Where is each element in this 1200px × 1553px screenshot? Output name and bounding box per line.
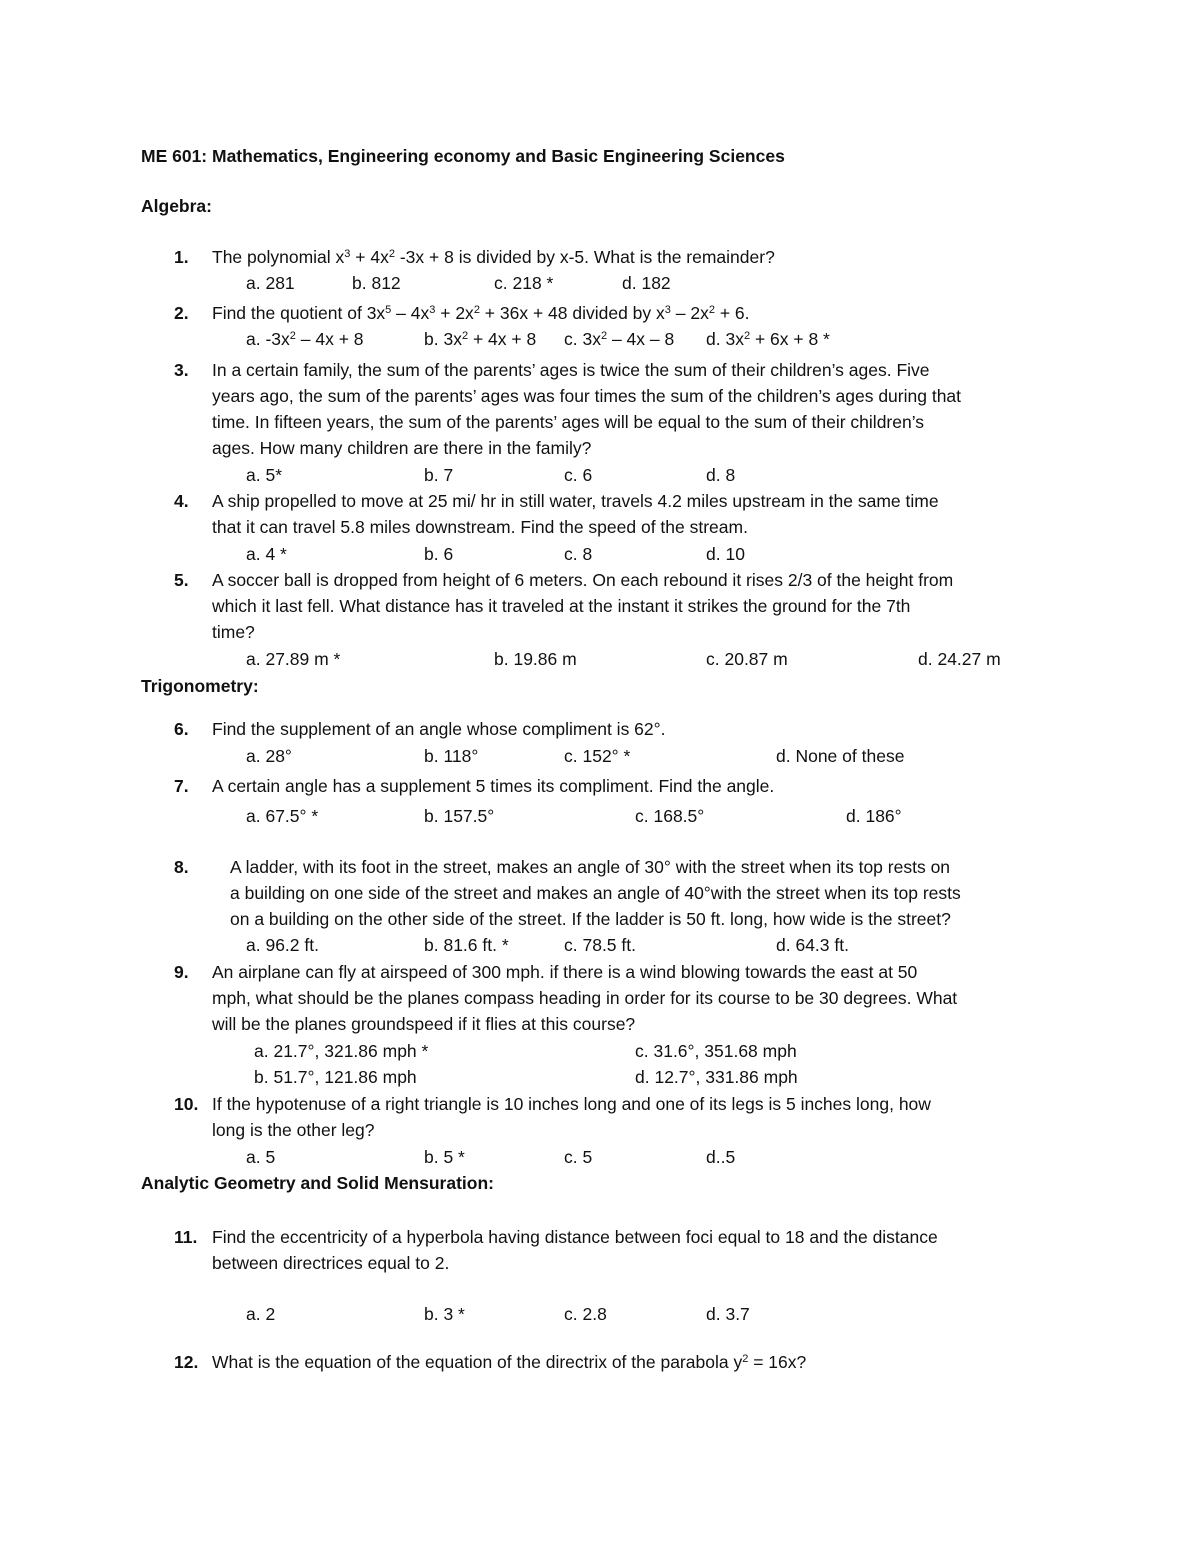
option-c: c. 5 [564,1147,593,1167]
option-c: c. 152° * [564,746,631,766]
option-d: d..5 [706,1147,736,1167]
question-text-line: An airplane can fly at airspeed of 300 mph. if there is a wind blowing towards the east at 50 [212,962,918,982]
question-text-line: a building on one side of the street and makes an angle of 40°with the street when its top rests [230,883,961,903]
option-d: d. 186° [846,806,902,826]
option-d: d. 8 [706,465,736,485]
question-text-line: will be the planes groundspeed if it flies at this course? [212,1014,636,1034]
option-d: d. $3x^2 + 6x + 8$ * [706,329,830,349]
question-text-line: Find the eccentricity of a hyperbola having distance between foci equal to 18 and the distance [212,1227,938,1247]
option-b: b. 5 * [424,1147,465,1167]
question-text-line: ages. How many children are there in the family? [212,438,592,458]
option-b: b. 7 [424,465,454,485]
option-a: a. 67.5° * [246,806,319,826]
option-b: b. 19.86 m [494,649,577,669]
option-c: c. 6 [564,465,593,485]
option-b: b. $3x^2 + 4x + 8$ [424,329,537,349]
question-number: 11. [174,1227,198,1247]
option-d: d. 12.7°, 331.86 mph [635,1067,798,1087]
question-text-line: In a certain family, the sum of the parents’ ages is twice the sum of their children’s ages. Five [212,360,930,380]
option-b: b. 81.6 ft. * [424,935,509,955]
question-text-line: A ladder, with its foot in the street, makes an angle of 30° with the street when its top rests on [230,857,951,877]
option-a: a. $-3x^2 - 4x + 8$ [246,329,364,349]
question-text-line: A certain angle has a supplement 5 times its compliment. Find the angle. [212,776,775,796]
question-number: 9. [174,962,189,982]
option-d: d. None of these [776,746,905,766]
option-a: a. 5* [246,465,282,485]
question-number: 7. [174,776,189,796]
question-text-line: which it last fell. What distance has it traveled at the instant it strikes the ground for the 7th [212,596,911,616]
option-a: a. 2 [246,1304,276,1324]
question-text-line: years ago, the sum of the parents’ ages was four times the sum of the children’s ages during that [212,386,962,406]
question-text-line: between directrices equal to 2. [212,1253,450,1273]
question-text-line: time? [212,622,255,642]
option-d: d. 182 [622,273,671,293]
option-a: a. 4 * [246,544,287,564]
option-a: a. 281 [246,273,295,293]
option-b: b. 6 [424,544,454,564]
question-number: 6. [174,719,189,739]
option-a: a. 5 [246,1147,276,1167]
option-c: c. $3x^2 - 4x - 8$ [564,329,675,349]
question-text-line: long is the other leg? [212,1120,375,1140]
option-b: b. 812 [352,273,401,293]
question-text-line: If the hypotenuse of a right triangle is 10 inches long and one of its legs is 5 inches long, how [212,1094,931,1114]
option-c: c. 8 [564,544,593,564]
option-b: b. 157.5° [424,806,495,826]
question-number: 1. [174,247,189,267]
question-text-line: on a building on the other side of the street. If the ladder is 50 ft. long, how wide is the street? [230,909,951,929]
option-c: c. 31.6°, 351.68 mph [635,1041,797,1061]
question-text-line: that it can travel 5.8 miles downstream. Find the speed of the stream. [212,517,748,537]
option-c: c. 218 * [494,273,554,293]
option-d: d. 10 [706,544,745,564]
option-a: a. 27.89 m * [246,649,341,669]
option-a: a. 96.2 ft. [246,935,319,955]
question-text: What is the equation of the equation of the directrix of the parabola $y^2 = 16x$? [212,1352,807,1372]
question-text-line: mph, what should be the planes compass heading in order for its course to be 30 degrees. What [212,988,958,1008]
question-text: Find the quotient of $3x^5 - 4x^3 + 2x^2 + 36x + 48$ divided by $x^3 - 2x^2 + 6$. [212,303,750,323]
option-c: c. 168.5° [635,806,705,826]
question-number: 5. [174,570,189,590]
question-number: 10. [174,1094,199,1114]
option-d: d. 24.27 m [918,649,1001,669]
question-number: 8. [174,857,189,877]
question-text-line: Find the supplement of an angle whose compliment is 62°. [212,719,666,739]
option-b: b. 118° [424,746,479,766]
question-text-line: A soccer ball is dropped from height of 6 meters. On each rebound it rises 2/3 of the height from [212,570,954,590]
option-d: d. 64.3 ft. [776,935,849,955]
option-a: a. 21.7°, 321.86 mph * [254,1041,429,1061]
section-heading-analytic-geometry: Analytic Geometry and Solid Mensuration: [141,1173,494,1193]
question-number: 12. [174,1352,199,1372]
option-c: c. 2.8 [564,1304,607,1324]
section-heading-algebra: Algebra: [141,196,212,216]
question-text-line: time. In fifteen years, the sum of the parents’ ages will be equal to the sum of their children’s [212,412,925,432]
option-c: c. 78.5 ft. [564,935,636,955]
page-title: ME 601: Mathematics, Engineering economy and Basic Engineering Sciences [141,146,785,166]
question-text-line: A ship propelled to move at 25 mi/ hr in still water, travels 4.2 miles upstream in the same time [212,491,939,511]
question-number: 3. [174,360,189,380]
option-d: d. 3.7 [706,1304,750,1324]
section-heading-trigonometry: Trigonometry: [141,676,259,696]
question-text: The polynomial $x^3 + 4x^2$ -3x + 8 is divided by x-5. What is the remainder? [212,247,775,267]
option-b: b. 51.7°, 121.86 mph [254,1067,417,1087]
question-number: 4. [174,491,189,511]
option-a: a. 28° [246,746,292,766]
option-c: c. 20.87 m [706,649,788,669]
option-b: b. 3 * [424,1304,465,1324]
question-number: 2. [174,303,189,323]
